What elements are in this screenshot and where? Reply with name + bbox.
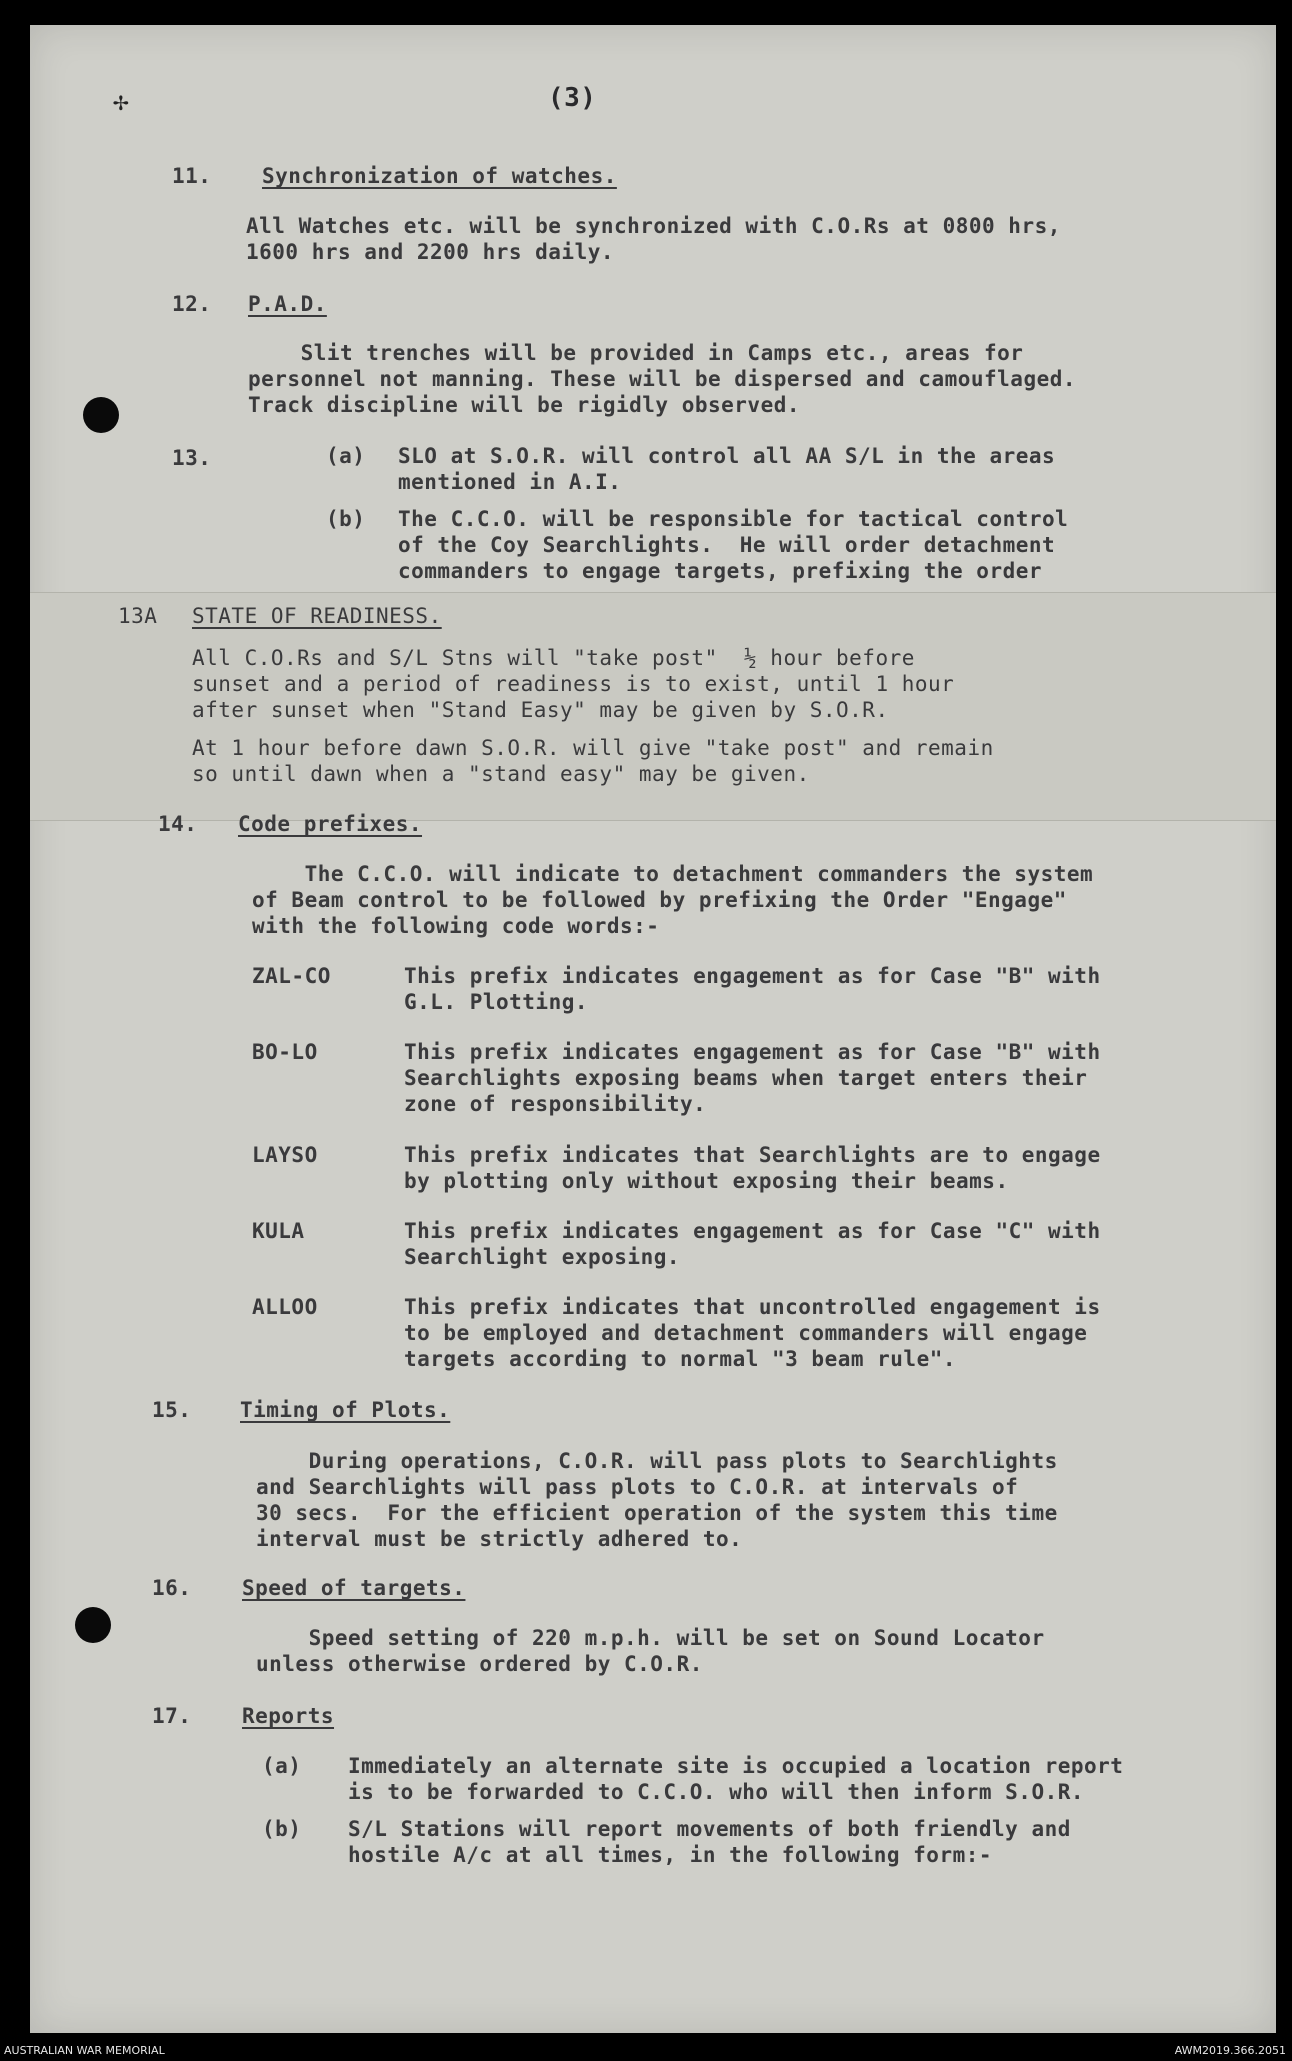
paragraph-line: Speed setting of 220 m.p.h. will be set on Sound Locator [256, 1626, 1045, 1650]
page-number: (3) [548, 83, 597, 113]
paragraph-line: All Watches etc. will be synchronized with C.O.Rs at 0800 hrs, [246, 214, 1061, 238]
punch-hole [83, 397, 119, 433]
code-description: This prefix indicates engagement as for Case "B" with [404, 964, 1101, 988]
paragraph-line: interval must be strictly adhered to. [256, 1527, 743, 1551]
section-heading: STATE OF READINESS. [192, 604, 442, 628]
paragraph-line: of Beam control to be followed by prefixing the Order "Engage" [252, 888, 1067, 912]
paragraph-line: so until dawn when a "stand easy" may be given. [192, 762, 810, 786]
paragraph-line: During operations, C.O.R. will pass plots to Searchlights [256, 1449, 1058, 1473]
section-number: 17. [152, 1704, 192, 1728]
item-label: (a) [326, 444, 366, 468]
section-heading: Reports [242, 1704, 335, 1728]
code-description: G.L. Plotting. [404, 990, 589, 1014]
paragraph-line: All C.O.Rs and S/L Stns will "take post" ½ hour before [192, 646, 915, 670]
paragraph-line: Track discipline will be rigidly observed. [248, 393, 801, 417]
section-heading: Timing of Plots. [240, 1398, 451, 1422]
paragraph-line: 1600 hrs and 2200 hrs daily. [246, 240, 615, 264]
code-description: targets according to normal "3 beam rule". [404, 1347, 957, 1371]
code-description: zone of responsibility. [404, 1092, 707, 1116]
paragraph-line: At 1 hour before dawn S.O.R. will give "take post" and remain [192, 736, 994, 760]
paragraph-line: mentioned in A.I. [398, 470, 622, 494]
paragraph-line: with the following code words:- [252, 914, 660, 938]
code-word: ALLOO [252, 1295, 318, 1319]
item-label: (b) [326, 507, 366, 531]
code-word: LAYSO [252, 1143, 318, 1167]
section-number: 12. [172, 292, 212, 316]
code-description: This prefix indicates engagement as for Case "B" with [404, 1040, 1101, 1064]
section-number: 15. [152, 1398, 192, 1422]
paragraph-line: and Searchlights will pass plots to C.O.R. at intervals of [256, 1475, 1019, 1499]
code-description: Searchlight exposing. [404, 1245, 681, 1269]
paragraph-line: after sunset when "Stand Easy" may be given by S.O.R. [192, 698, 889, 722]
code-description: by plotting only without exposing their beams. [404, 1169, 1009, 1193]
code-word: KULA [252, 1219, 305, 1243]
code-description: Searchlights exposing beams when target enters their [404, 1066, 1088, 1090]
section-heading: Speed of targets. [242, 1576, 466, 1600]
code-word: BO-LO [252, 1040, 318, 1064]
punch-hole [75, 1607, 111, 1643]
section-heading: P.A.D. [248, 292, 327, 316]
item-label: (b) [262, 1817, 302, 1841]
paragraph-line: Immediately an alternate site is occupied a location report [348, 1754, 1124, 1778]
paragraph-line: SLO at S.O.R. will control all AA S/L in the areas [398, 444, 1056, 468]
paragraph-line-partial: commanders to engage targets, prefixing the order [398, 559, 1043, 583]
footer-reference: AWM2019.366.2051 [1174, 2044, 1286, 2057]
code-description: This prefix indicates that uncontrolled engagement is [404, 1295, 1101, 1319]
paragraph-line: Slit trenches will be provided in Camps etc., areas for [248, 341, 1024, 365]
paragraph-line: is to be forwarded to C.C.O. who will then inform S.O.R. [348, 1780, 1085, 1804]
paragraph-line: hostile A/c at all times, in the following form:- [348, 1843, 993, 1867]
paragraph-line: personnel not manning. These will be dispersed and camouflaged. [248, 367, 1077, 391]
section-heading: Synchronization of watches. [262, 164, 617, 188]
paragraph-line: The C.C.O. will indicate to detachment commanders the system [252, 862, 1094, 886]
code-word: ZAL-CO [252, 964, 331, 988]
paragraph-line: S/L Stations will report movements of both friendly and [348, 1817, 1071, 1841]
code-description: This prefix indicates that Searchlights are to engage [404, 1143, 1101, 1167]
paragraph-line: sunset and a period of readiness is to exist, until 1 hour [192, 672, 955, 696]
item-label: (a) [262, 1754, 302, 1778]
paragraph-line: The C.C.O. will be responsible for tactical control [398, 507, 1069, 531]
paragraph-line: of the Coy Searchlights. He will order detachment [398, 533, 1056, 557]
section-number: 11. [172, 164, 212, 188]
section-heading: Code prefixes. [238, 812, 423, 836]
code-description: This prefix indicates engagement as for Case "C" with [404, 1219, 1101, 1243]
document-page [30, 25, 1276, 2033]
section-number: 13A [118, 604, 158, 628]
footer-credit: AUSTRALIAN WAR MEMORIAL [4, 2044, 165, 2057]
section-number: 14. [158, 812, 198, 836]
paragraph-line: unless otherwise ordered by C.O.R. [256, 1652, 703, 1676]
section-number: 13. [172, 446, 212, 470]
code-description: to be employed and detachment commanders will engage [404, 1321, 1088, 1345]
pen-mark: ✢ [113, 87, 129, 117]
pasted-slip [30, 592, 1276, 821]
section-number: 16. [152, 1576, 192, 1600]
paragraph-line: 30 secs. For the efficient operation of the system this time [256, 1501, 1058, 1525]
